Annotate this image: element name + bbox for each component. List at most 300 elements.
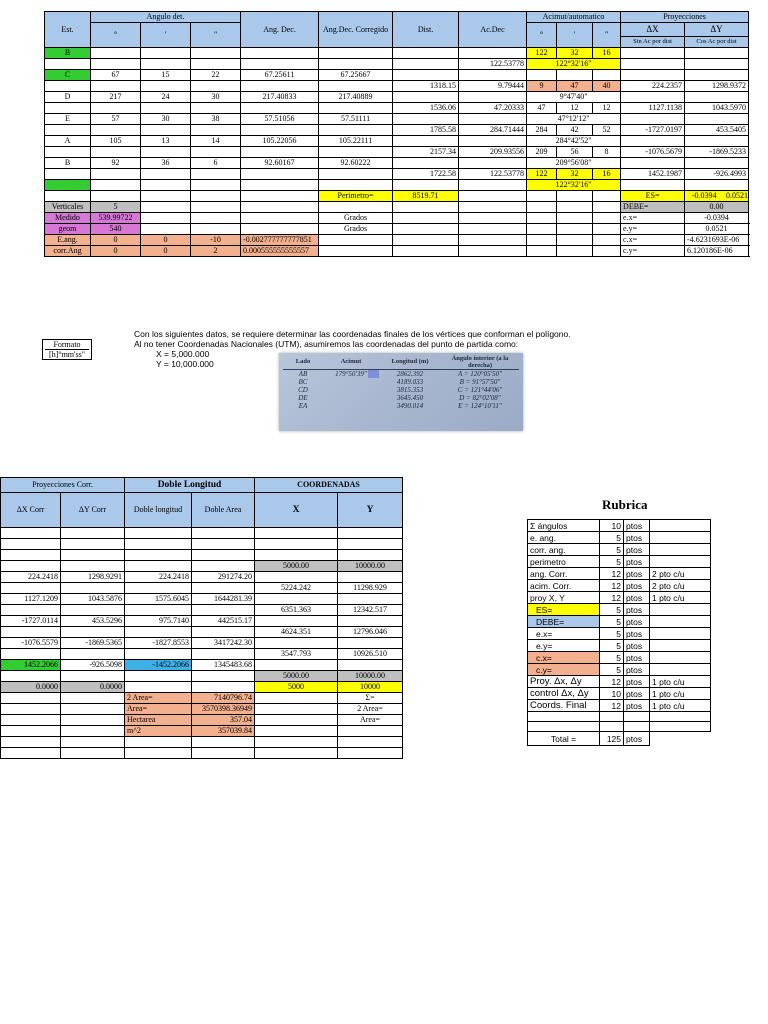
coord-x [255,660,338,671]
table-cell [91,191,141,202]
table-cell [191,180,241,191]
perimetro-label: Perimetro= [319,191,393,202]
coord-y: 11298.929 [338,583,403,594]
table-cell [241,169,319,180]
photo-cell: 3490.014 [396,402,424,410]
doble-area [192,649,255,660]
table-cell: 122.53778 [459,59,527,70]
doble-longitud [125,528,192,539]
table-row [1,715,403,726]
footer-value [141,224,191,235]
footer-check-label: e.y= [621,224,685,235]
footer-value [191,224,241,235]
dy-corr [61,737,125,748]
doble-longitud [125,539,192,550]
rubrica-points: 5 [600,604,624,616]
footer-value [191,213,241,224]
table-cell: 57.51056 [241,114,319,125]
station-cell: C [45,70,91,81]
footer-value: 0 [91,246,141,257]
header-ac-dec: Ac.Dec [459,12,527,48]
rubrica-label: control Δx, Δy [528,688,600,700]
coord-y [338,550,403,561]
photo-header: Ángulo interior (a la derecha) [441,355,519,370]
rubrica-note [650,664,711,676]
table-cell [593,213,621,224]
table-cell: 2157.34 [393,147,459,158]
table-cell [621,92,685,103]
table-cell: 122 [527,48,557,59]
table-cell: 1043.5970 [685,103,749,114]
photo-cell: B = 91°57'50" [459,378,501,386]
table-cell: 284 [527,125,557,136]
dx-corr: 224.2418 [1,572,61,583]
rubrica-label: c.y= [528,664,600,676]
table-cell: 209°56'08" [527,158,621,169]
coord-y: Area= [338,715,403,726]
dy-corr: -926.5098 [61,660,125,671]
coord-x: 5224.242 [255,583,338,594]
station-cell [45,125,91,136]
rubrica-label: e.x= [528,628,600,640]
header-acimut: Acimut/automatico [527,12,621,23]
photo-cell: D = 82°02'08" [459,394,501,402]
table-cell: 56 [557,147,593,158]
table-cell [191,103,241,114]
rubrica-label: ES= [528,604,600,616]
doble-longitud [125,737,192,748]
table-cell: 217 [91,92,141,103]
doble-longitud: m^2 [125,726,192,737]
format-value: [h]°mm'ss" [49,350,85,359]
table-cell: 16 [593,169,621,180]
photo-cell: 4189.033 [396,378,424,386]
table-cell: 209 [527,147,557,158]
rubrica-note [650,556,711,568]
table-cell [593,224,621,235]
header-proy-corr: Proyecciones Corr. [1,478,125,493]
doble-longitud [125,550,192,561]
perimetro-value: 8519.71 [393,191,459,202]
doble-longitud [125,671,192,682]
table-cell [319,169,393,180]
doble-longitud [125,682,192,693]
footer-check-value: -4.6231693E-06 [685,235,749,246]
table-cell [557,213,593,224]
table-cell [621,114,685,125]
dx-corr [1,539,61,550]
start-y: Y = 10,000.000 [156,359,214,369]
instructions-line1: Con los siguientes datos, se requiere determinar las coordenadas finales de los vértices que conforman el polígono. [134,329,571,339]
table-cell [621,48,685,59]
format-box [42,339,92,360]
table-cell [141,59,191,70]
table-cell: 12 [593,103,621,114]
coord-y [338,660,403,671]
table-cell [241,125,319,136]
table-cell [91,125,141,136]
rubrica-points: 10 [600,520,624,532]
rubrica-note [650,616,711,628]
coord-y [338,638,403,649]
rubrica-row [528,688,711,700]
doble-area [192,682,255,693]
footer-row [45,213,749,224]
table-cell [624,722,650,732]
table-cell [319,48,393,59]
rubrica-unit: ptos [624,616,650,628]
table-cell: -1076.5679 [621,147,685,158]
footer-check-value: 6.120186E-06 [685,246,749,257]
coord-x: 4624.351 [255,627,338,638]
rubrica-row [528,676,711,688]
table-cell: 122°32'16" [527,59,621,70]
rubrica-unit: ptos [624,556,650,568]
table-row [45,125,749,136]
doble-longitud: -1452.2066 [125,660,192,671]
dy-corr: 1298.9291 [61,572,125,583]
station-cell: D [45,92,91,103]
header-deg: ° [91,23,141,48]
table-cell [319,103,393,114]
rubrica-row [528,580,711,592]
table-cell [141,103,191,114]
rubrica-total-points: 125 [600,732,624,746]
table-cell: 22 [191,70,241,81]
table-cell [557,224,593,235]
table-cell [241,103,319,114]
table-cell: 24 [141,92,191,103]
rubrica-row [528,664,711,676]
header-dx-corr: ΔX Corr [1,493,61,528]
table-cell: 284.71444 [459,125,527,136]
header-dy-label: ΔY [685,23,748,37]
table-cell [685,70,749,81]
rubrica-points: 5 [600,544,624,556]
rubrica-label: e.y= [528,640,600,652]
table-cell [141,180,191,191]
table-cell [527,235,557,246]
rubrica-note [650,640,711,652]
rubrica-unit: ptos [624,664,650,676]
table-cell [600,722,624,732]
dx-corr [1,528,61,539]
table-cell: 217.40889 [319,92,393,103]
doble-longitud: 224.2418 [125,572,192,583]
table-cell [459,70,527,81]
table-cell: 47 [557,81,593,92]
table-cell [319,147,393,158]
table-cell [459,213,527,224]
coord-y: 2 Area= [338,704,403,715]
table-row [1,660,403,671]
photo-cell: 2862.392 [396,370,424,378]
footer-value [241,202,319,213]
footer-unit [319,235,393,246]
table-cell [393,224,459,235]
rubrica-unit: ptos [624,628,650,640]
table-cell [528,712,600,722]
photo-cell: 179°50'39" [323,370,379,379]
rubrica-note [650,604,711,616]
footer-label: corr.Ang [45,246,91,257]
footer-unit [319,202,393,213]
table-cell [393,158,459,169]
table-cell: 92 [91,158,141,169]
rubrica-note [650,652,711,664]
table-cell [241,81,319,92]
dx-corr [1,737,61,748]
table-cell [459,136,527,147]
table-cell [191,147,241,158]
table-cell [527,224,557,235]
header-ang-dec: Ang. Dec. [241,12,319,48]
dx-corr: 1127.1209 [1,594,61,605]
photo-cell: AB [298,370,308,378]
table-cell [459,235,527,246]
dy-corr [61,583,125,594]
doble-longitud [125,748,192,759]
table-cell: 67.25611 [241,70,319,81]
table-cell [393,48,459,59]
table-cell: 92.60167 [241,158,319,169]
rubrica-unit: ptos [624,700,650,712]
table-cell [527,213,557,224]
es-values [685,191,749,202]
table-cell: 32 [557,48,593,59]
footer-value: 0 [141,235,191,246]
header-dy [685,23,749,48]
photo-cell [323,378,379,386]
rubrica-label: e. ang. [528,532,600,544]
coord-x [255,638,338,649]
coord-y [338,616,403,627]
station-cell [45,103,91,114]
table-cell [459,114,527,125]
station-cell [45,180,91,191]
footer-value: 539.99722 [91,213,141,224]
table-cell [319,180,393,191]
coord-y: 10000 [338,682,403,693]
photo-header: Longitud (m) [379,355,441,370]
table-row [1,737,403,748]
table-cell [459,92,527,103]
footer-value: -0.002777777777851 [241,235,319,246]
table-row [45,103,749,114]
table-row [1,726,403,737]
rubrica-unit: ptos [624,676,650,688]
coord-y [338,594,403,605]
rubrica-row [528,592,711,604]
footer-check-label: e.x= [621,213,685,224]
table-cell [141,48,191,59]
table-row [45,169,749,180]
coord-y: 12796.046 [338,627,403,638]
header-acimut-min: ' [557,23,593,48]
rubrica-unit: ptos [624,640,650,652]
doble-area: 7140796.74 [192,693,255,704]
table-cell [593,70,621,81]
doble-longitud: -1827.8553 [125,638,192,649]
photo-header: Acimut [323,355,379,370]
header-dy-corr: ΔY Corr [61,493,125,528]
dy-corr [61,561,125,572]
rubrica-row [528,544,711,556]
footer-value: -10 [191,235,241,246]
table-row [1,638,403,649]
rubrica-note: 1 pto c/u [650,676,711,688]
doble-area [192,550,255,561]
table-cell [319,125,393,136]
rubrica-note: 1 pto c/u [650,688,711,700]
dy-corr: 1043.5876 [61,594,125,605]
coord-y: 10000.00 [338,671,403,682]
table-row [1,682,403,693]
table-cell: 217.40833 [241,92,319,103]
rubrica-points: 12 [600,676,624,688]
rubrica-note [650,520,711,532]
footer-value: 2 [191,246,241,257]
photo-data-table [279,353,523,431]
doble-longitud [125,649,192,660]
table-cell: -1869.5233 [685,147,749,158]
rubrica-unit: ptos [624,580,650,592]
table-cell [241,48,319,59]
table-cell [459,191,527,202]
rubrica-note: 1 pto c/u [650,700,711,712]
photo-cell [323,386,379,394]
table-cell [393,136,459,147]
table-cell: 40 [593,81,621,92]
header-est: Est. [45,12,91,48]
table-cell [191,59,241,70]
rubrica-label: corr. ang. [528,544,600,556]
station-cell: A [45,136,91,147]
dy-corr [61,539,125,550]
start-x: X = 5,000.000 [156,349,210,359]
rubrica-note: 2 pto c/u [650,568,711,580]
table-cell [91,103,141,114]
dy-corr [61,605,125,616]
dy-corr [61,649,125,660]
doble-area [192,671,255,682]
table-cell [685,92,749,103]
footer-check-value: -0.0394 [685,213,749,224]
table-cell: 122.53778 [459,169,527,180]
station-cell [45,147,91,158]
table-cell [141,125,191,136]
traverse-table [44,11,749,257]
doble-longitud: 2 Area= [125,693,192,704]
rubrica-points: 12 [600,592,624,604]
table-cell [191,48,241,59]
rubrica-points: 10 [600,688,624,700]
coord-x [255,539,338,550]
coord-x [255,594,338,605]
header-dx [621,23,685,48]
rubrica-points: 5 [600,616,624,628]
header-doble-longitud-sub: Doble longitud [125,493,192,528]
table-row [1,539,403,550]
table-cell: 209.93556 [459,147,527,158]
table-cell: 1722.58 [393,169,459,180]
table-cell: 1318.15 [393,81,459,92]
rubrica-total-row [528,732,711,746]
dx-corr: 1452.2066 [1,660,61,671]
table-row [1,704,403,715]
photo-row [283,378,519,386]
rubrica-row [528,628,711,640]
es-dy: 0.0521 [726,191,749,200]
rubrica-table [527,519,711,746]
rubrica-points: 12 [600,580,624,592]
rubrica-label: ang. Corr. [528,568,600,580]
footer-label: Medido [45,213,91,224]
table-row [45,136,749,147]
table-row [45,180,749,191]
doble-area [192,748,255,759]
doble-area [192,539,255,550]
rubrica-label: DEBE= [528,616,600,628]
photo-row [283,386,519,394]
rubrica-label: proy X, Y [528,592,600,604]
rubrica-unit: ptos [624,520,650,532]
rubrica-unit: ptos [624,532,650,544]
table-cell [393,202,459,213]
doble-area: 3417242.30 [192,638,255,649]
table-cell [91,147,141,158]
table-cell [393,59,459,70]
doble-area: 357039.84 [192,726,255,737]
dy-corr [61,627,125,638]
table-cell: 57.51111 [319,114,393,125]
table-cell: 52 [593,125,621,136]
header-dx-label: ΔX [621,23,684,37]
footer-value: 0.000555555555557 [241,246,319,257]
table-row [45,92,749,103]
dx-corr [1,583,61,594]
table-cell [650,712,711,722]
header-dy-sub: Cos Ac por dist [696,38,737,45]
header-dist: Dist. [393,12,459,48]
dx-corr [1,671,61,682]
doble-area [192,583,255,594]
table-cell [528,722,600,732]
table-row [1,671,403,682]
header-x: X [255,493,338,528]
table-cell [685,59,749,70]
es-label: ES= [621,191,685,202]
dy-corr [61,715,125,726]
table-cell [241,180,319,191]
header-angulo-det: Angulo det. [91,12,241,23]
dx-corr: 0.0000 [1,682,61,693]
dy-corr [61,748,125,759]
table-cell [191,169,241,180]
table-cell: 13 [141,136,191,147]
dx-corr [1,627,61,638]
table-cell [393,92,459,103]
dy-corr [61,550,125,561]
doble-area: 3570398.36949 [192,704,255,715]
photo-cell: 3645.450 [396,394,424,402]
table-cell [393,180,459,191]
coord-y: 10000.00 [338,561,403,572]
table-cell [91,169,141,180]
footer-row [45,202,749,213]
rubrica-total-unit: ptos [624,732,650,746]
table-cell [624,712,650,722]
